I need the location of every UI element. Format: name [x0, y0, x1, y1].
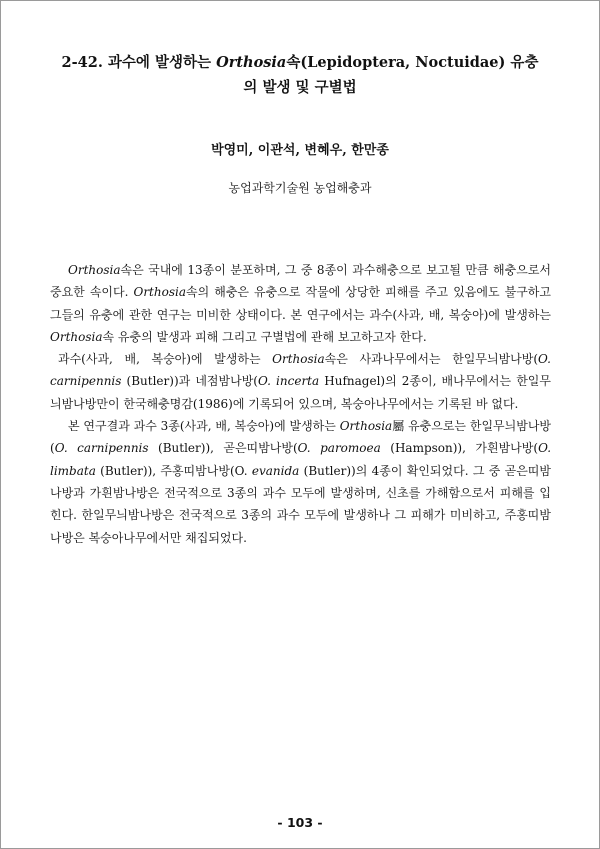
paragraph-segment: (Butler)), 주홍띠밤나방(O. — [95, 463, 252, 478]
paragraph-segment: 속은 국내에 13종이 분포하며, 그 중 8종이 과수해충으로 보고될 만큼 해충으로서 중요한 속이다. — [50, 263, 551, 300]
title-number: 2-42. — [61, 54, 103, 71]
paragraph-segment: (Butler))의 4종이 확인되었다. 그 중 곧은띠밤나방과 가흰밤나방은 전국적으로 3종의 과수 모두에 발생하며, 신초를 가해함으로서 피해를 입힌다. 한일무늬밤나방은 전국적으로 3종의 과수 모두에 발생하나 그 피해가 미비하고, 주홍띠밤나방은 복숭아나무에서만 채집되었다. — [50, 463, 552, 545]
paragraph — [50, 348, 551, 415]
paragraph-segment: 과수(사과, 배, 복숭아)에 발생하는 — [58, 352, 273, 367]
paragraph-segment: Orthosia — [272, 352, 325, 367]
paragraph-segment: 속의 해충은 유충으로 작물에 상당한 피해를 주고 있음에도 불구하고 그들의 유충에 관한 연구는 미비한 상태이다. 본 연구에서는 과수(사과, 배, 복숭아)에 발생하는 — [50, 285, 551, 322]
title-genus: Orthosia — [216, 54, 287, 71]
title-pre: 과수에 발생하는 — [102, 54, 217, 71]
paragraph-segment: O. incerta — [257, 374, 320, 389]
author-list: 박영미, 이관석, 변혜우, 한만종 — [211, 143, 389, 158]
paragraph-segment: (Hampson)), 가흰밤나방( — [380, 441, 539, 456]
paragraph-segment: 본 연구결과 과수 3종(사과, 배, 복숭아)에 발생하는 — [68, 419, 340, 434]
paragraph-segment: Orthosia — [68, 263, 121, 277]
affiliation: 농업과학기술원 농업해충과 — [228, 181, 372, 195]
paragraph-segment: Hufnagel)의 2종이, 배나무에서는 한일무늬밤나방만이 한국해충명감(1986)에 기록되어 있으며, 복숭아나무에서는 기록된 바 없다. — [50, 374, 551, 411]
paragraph-segment: O. limbata — [50, 441, 552, 478]
paragraph-segment: 속 유충의 발생과 피해 그리고 구별법에 관해 보고하고자 한다. — [102, 329, 427, 344]
paragraph-segment: O. carnipennis — [50, 352, 551, 389]
paragraph-segment: O. carnipennis — [54, 441, 149, 456]
paragraph-segment: Orthosia — [50, 329, 103, 344]
paper-title — [55, 50, 545, 100]
paragraph-segment: Orthosia — [133, 285, 186, 300]
title-post: 속(Lepidoptera, Noctuidae) 유충의 발생 및 구별법 — [243, 54, 539, 96]
paragraph-segment: (Butler)), 곧은띠밤나방( — [148, 441, 298, 456]
paragraph-segment: O. paromoea — [297, 441, 381, 456]
paragraph-segment: 屬 유충으로는 한일무늬밤나방( — [50, 419, 552, 456]
paragraph-segment: (Butler))과 네점밤나방( — [121, 374, 258, 389]
paragraph-segment: evanida — [251, 463, 300, 478]
paragraph-segment: Orthosia — [339, 419, 393, 434]
paragraph — [50, 415, 551, 549]
abstract-body — [50, 259, 551, 549]
paragraph-segment: 속은 사과나무에서는 한일무늬밤나방( — [324, 352, 539, 367]
paragraph — [50, 259, 551, 348]
page-number: - 103 - — [277, 815, 323, 830]
